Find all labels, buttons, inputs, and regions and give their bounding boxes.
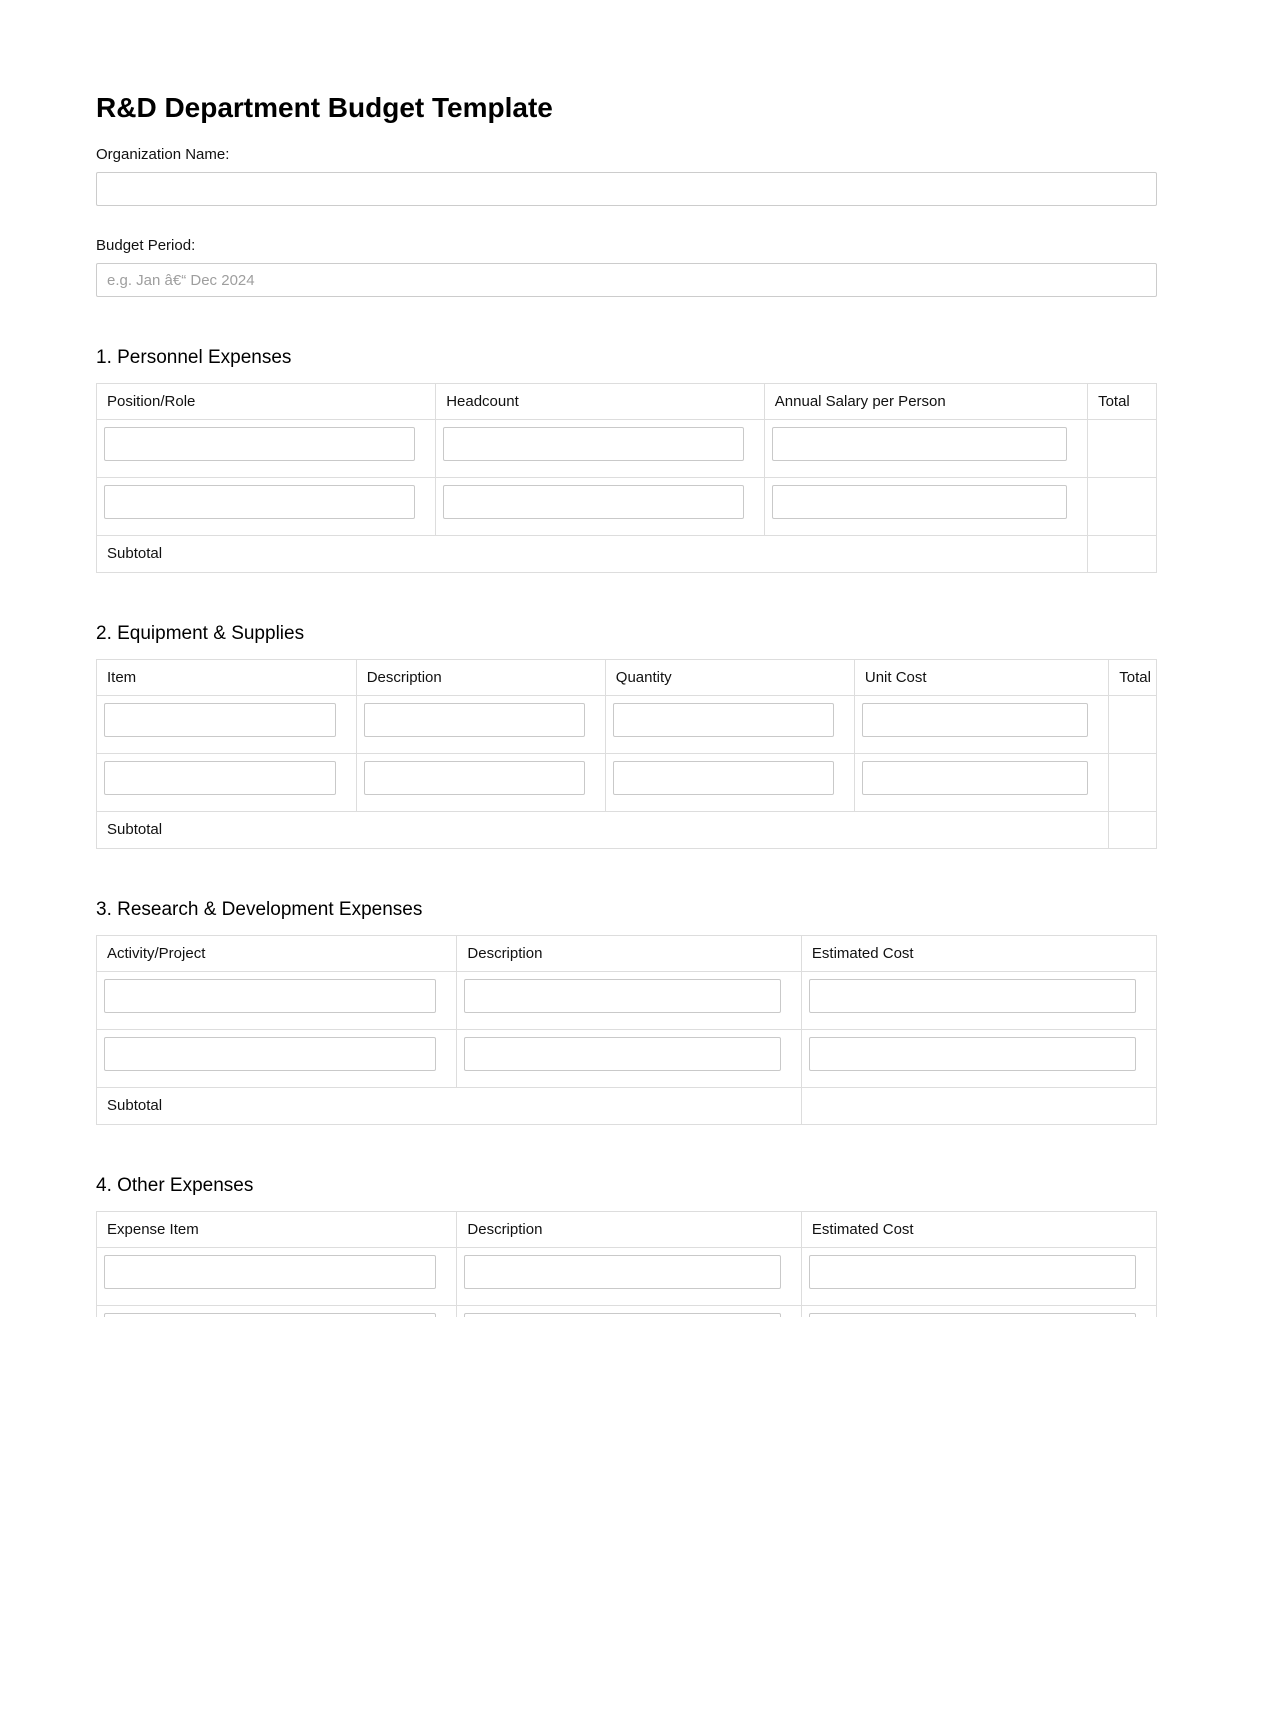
column-header: Unit Cost [854,660,1108,696]
table-row [97,1030,1157,1088]
subtotal-row [97,536,1157,573]
table-row [97,1306,1157,1318]
table-cell [801,1306,1156,1318]
table-cell [764,420,1087,478]
table-cell [457,1306,802,1318]
table-cell [801,972,1156,1030]
table-cell [97,1248,457,1306]
column-header: Description [457,1212,802,1248]
column-header: Total [1109,660,1157,696]
cell-input[interactable] [809,1313,1136,1317]
cell-input[interactable] [104,1255,436,1289]
table-cell [457,1248,802,1306]
table-row [97,972,1157,1030]
section-3-table [96,935,1157,1125]
total-cell [1109,696,1157,754]
section-heading-3: 3. Research & Development Expenses [96,899,423,920]
cell-input[interactable] [464,1313,781,1317]
subtotal-total-cell [1109,812,1157,849]
cell-input[interactable] [104,761,336,795]
cell-input[interactable] [443,427,744,461]
table-cell [97,696,357,754]
column-header: Expense Item [97,1212,457,1248]
section-4-table [96,1211,1157,1317]
column-header: Description [457,936,802,972]
total-cell [1088,478,1157,536]
subtotal-label: Subtotal [97,812,1109,849]
table-cell [97,972,457,1030]
section-2-table-wrap [96,659,1157,849]
table-cell [457,972,802,1030]
table-row [97,754,1157,812]
column-header: Annual Salary per Person [764,384,1087,420]
column-header: Estimated Cost [801,936,1156,972]
cell-input[interactable] [104,703,336,737]
header-row [97,660,1157,696]
cell-input[interactable] [809,1255,1136,1289]
subtotal-row [97,1088,1157,1125]
cell-input[interactable] [772,427,1067,461]
subtotal-total-cell [1088,536,1157,573]
page-title: R&D Department Budget Template [96,92,553,123]
section-heading-1: 1. Personnel Expenses [96,347,292,368]
sections-host [96,347,1157,1317]
cell-input[interactable] [364,703,585,737]
table-cell [854,754,1108,812]
cell-input[interactable] [809,979,1136,1013]
subtotal-row [97,812,1157,849]
total-cell [1109,754,1157,812]
table-row [97,478,1157,536]
cell-input[interactable] [613,703,834,737]
table-cell [854,696,1108,754]
section-1-table-wrap [96,383,1157,573]
organization-name-field [96,146,1157,206]
subtotal-total-cell [801,1088,1156,1125]
table-cell [436,420,765,478]
column-header: Description [356,660,605,696]
header-row [97,936,1157,972]
cell-input[interactable] [104,427,415,461]
subtotal-label: Subtotal [97,536,1088,573]
budget-template-page [96,0,1157,1317]
section-4-table-wrap [96,1211,1157,1317]
column-header: Total [1088,384,1157,420]
column-header: Activity/Project [97,936,457,972]
table-cell [97,420,436,478]
section-1-table [96,383,1157,573]
table-row [97,420,1157,478]
column-header: Estimated Cost [801,1212,1156,1248]
cell-input[interactable] [464,979,781,1013]
cell-input[interactable] [443,485,744,519]
header-row [97,1212,1157,1248]
column-header: Quantity [605,660,854,696]
cell-input[interactable] [464,1255,781,1289]
cell-input[interactable] [862,703,1088,737]
section-3-table-wrap [96,935,1157,1125]
table-cell [605,754,854,812]
budget-period-label: Budget Period: [96,237,196,254]
total-cell [1088,420,1157,478]
column-header: Headcount [436,384,765,420]
table-row [97,1248,1157,1306]
table-cell [97,754,357,812]
organization-name-input[interactable] [96,172,1157,206]
budget-period-input[interactable] [96,263,1157,297]
table-row [97,696,1157,754]
section-heading-4: 4. Other Expenses [96,1175,254,1196]
table-cell [436,478,765,536]
table-cell [801,1030,1156,1088]
table-cell [97,1030,457,1088]
header-row [97,384,1157,420]
cell-input[interactable] [104,485,415,519]
section-heading-2: 2. Equipment & Supplies [96,623,305,644]
cell-input[interactable] [364,761,585,795]
cell-input[interactable] [772,485,1067,519]
section-2-table [96,659,1157,849]
organization-name-label: Organization Name: [96,146,230,163]
cell-input[interactable] [613,761,834,795]
table-cell [801,1248,1156,1306]
cell-input[interactable] [464,1037,781,1071]
table-cell [457,1030,802,1088]
cell-input[interactable] [104,979,436,1013]
cell-input[interactable] [862,761,1088,795]
cell-input[interactable] [104,1313,436,1317]
table-cell [605,696,854,754]
table-cell [97,478,436,536]
table-cell [97,1306,457,1318]
budget-period-field [96,237,1157,297]
table-cell [356,754,605,812]
column-header: Item [97,660,357,696]
column-header: Position/Role [97,384,436,420]
cell-input[interactable] [809,1037,1136,1071]
table-cell [764,478,1087,536]
cell-input[interactable] [104,1037,436,1071]
subtotal-label: Subtotal [97,1088,802,1125]
table-cell [356,696,605,754]
